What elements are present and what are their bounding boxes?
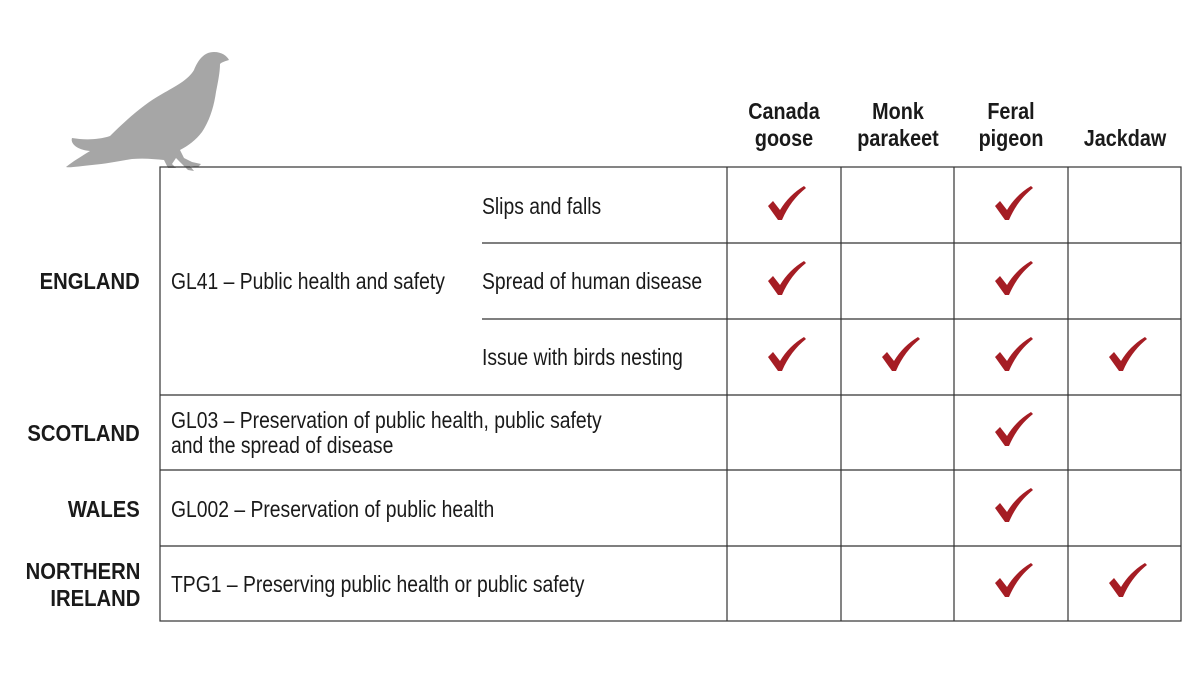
check-icon — [766, 261, 806, 297]
check-icon — [766, 186, 806, 222]
licence-gl41: GL41 – Public health and safety — [171, 268, 445, 294]
region-wales: WALES — [68, 496, 140, 522]
region-northern-ireland — [25, 558, 140, 612]
check-icon — [766, 337, 806, 373]
licence-tpg1: TPG1 – Preserving public health or public safety — [171, 571, 585, 597]
region-england: ENGLAND — [39, 268, 140, 294]
region-northern-ireland-line2: IRELAND — [50, 585, 140, 611]
column-header-monk-parakeet — [849, 98, 947, 158]
issue-spread-of-human-disease: Spread of human disease — [482, 268, 703, 294]
check-icon — [1107, 563, 1147, 599]
column-header-line2: goose — [754, 125, 814, 151]
check-icon — [993, 337, 1033, 373]
licence-gl03-line1: GL03 – Preservation of public health, public safety — [171, 407, 602, 433]
check-icon — [1107, 337, 1147, 373]
column-header-line1: Monk — [872, 98, 924, 124]
column-header-feral-pigeon — [962, 98, 1060, 158]
licence-gl03-line2: and the spread of disease — [171, 432, 394, 458]
column-header-canada-goose — [735, 98, 833, 158]
licence-gl002: GL002 – Preservation of public health — [171, 496, 495, 522]
pigeon-icon — [64, 40, 230, 172]
check-icon — [993, 412, 1033, 448]
column-header-line1: Feral — [987, 98, 1035, 124]
licence-gl03 — [171, 408, 602, 458]
column-header-line1: Canada — [748, 98, 820, 124]
check-icon — [993, 261, 1033, 297]
region-northern-ireland-line1: NORTHERN — [25, 558, 140, 584]
column-header-line2: parakeet — [857, 125, 939, 151]
check-icon — [993, 488, 1033, 524]
issue-slips-and-falls: Slips and falls — [482, 193, 602, 219]
check-icon — [993, 186, 1033, 222]
column-header-line2: Jackdaw — [1083, 125, 1167, 151]
check-icon — [880, 337, 920, 373]
column-header-jackdaw — [1076, 98, 1174, 158]
check-icon — [993, 563, 1033, 599]
region-scotland: SCOTLAND — [27, 420, 140, 446]
column-header-line2: pigeon — [978, 125, 1044, 151]
issue-birds-nesting: Issue with birds nesting — [482, 344, 683, 370]
